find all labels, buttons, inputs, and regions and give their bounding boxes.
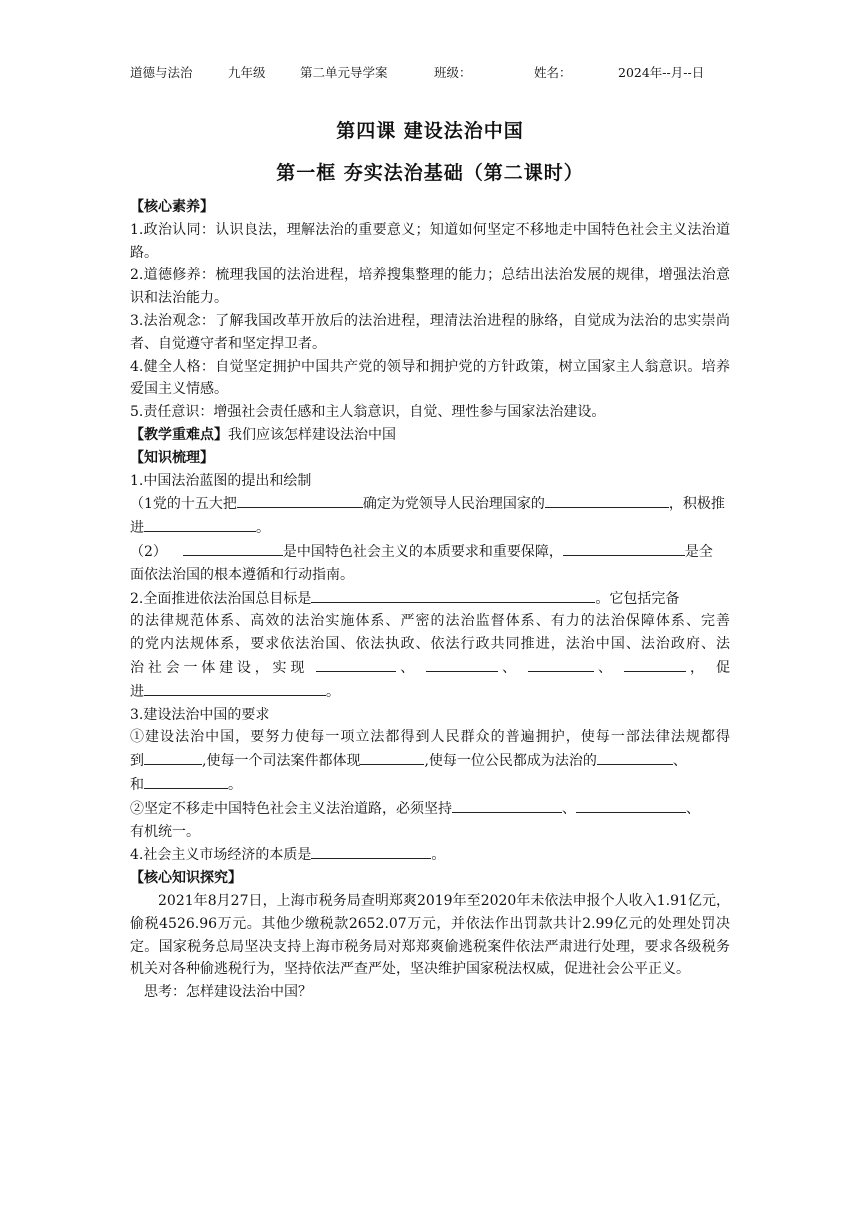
- text-fragment: ，: [686, 659, 708, 676]
- text-fragment: 、: [672, 753, 687, 770]
- knowledge-q2-l1: [130, 587, 730, 611]
- header-class-label: 班级：: [434, 65, 472, 80]
- knowledge-q3-b-cont: 有机统一。: [130, 823, 200, 840]
- core-literacy-item: 4.健全人格：自觉坚定拥护中国共产党的领导和拥护党的方针政策，树立国家主人翁意识。培养爱国主义情感。: [130, 358, 730, 398]
- text-fragment: ,使每一位公民都成为法治的: [424, 753, 597, 770]
- text-fragment: 、: [396, 659, 419, 676]
- key-difficulty: [130, 424, 730, 447]
- text-fragment: 。: [326, 683, 340, 700]
- knowledge-q1-b: [130, 540, 730, 564]
- fill-blank[interactable]: [545, 492, 669, 508]
- text-fragment: 和: [130, 776, 144, 793]
- text-fragment: ，积极推: [668, 496, 725, 513]
- text-fragment: 。它包括完备: [595, 590, 680, 607]
- fill-blank[interactable]: [237, 492, 363, 508]
- knowledge-q1-a-cont: [130, 516, 730, 540]
- knowledge-q1-a: [130, 492, 730, 516]
- text-fragment: 到: [130, 753, 144, 770]
- core-literacy-item: 1.政治认同：认识良法，理解法治的重要意义；知道如何坚定不移地走中国特色社会主义法治道路。: [130, 221, 730, 261]
- text-fragment: 。: [228, 776, 242, 793]
- text-fragment: ②坚定不移走中国特色社会主义法治道路，必须坚持: [130, 800, 452, 817]
- text-fragment: 、: [562, 800, 576, 817]
- text-fragment: 治社会一体建设，实现: [130, 659, 309, 676]
- text-fragment: 进: [130, 520, 144, 537]
- fill-blank[interactable]: [144, 680, 326, 696]
- inquiry-heading: 【核心知识探究】: [130, 870, 242, 887]
- knowledge-heading: 【知识梳理】: [130, 449, 214, 466]
- section-title: 第一框 夯实法治基础（第二课时）: [276, 162, 584, 184]
- text-fragment: 2.全面推进依法治国总目标是: [130, 590, 312, 607]
- text-fragment: （2）: [130, 543, 167, 560]
- fill-blank[interactable]: [183, 540, 283, 556]
- text-fragment: 促: [716, 659, 731, 676]
- fill-blank[interactable]: [624, 656, 686, 672]
- knowledge-q2-l3: 的党内法规体系，要求依法治国、依法执政、依法行政共同推进，法治中国、法治政府、法: [130, 636, 730, 653]
- text-fragment: 确定为党领导人民治理国家的: [362, 496, 545, 513]
- text-fragment: 进: [130, 683, 144, 700]
- fill-blank[interactable]: [563, 540, 685, 556]
- header-unit: 第二单元导学案: [300, 65, 388, 80]
- knowledge-q2-l5: [130, 680, 730, 704]
- fill-blank[interactable]: [452, 797, 562, 813]
- text-fragment: （1党的十五大把: [130, 496, 237, 513]
- key-difficulty-heading: 【教学重难点】: [130, 426, 228, 443]
- text-fragment: 是中国特色社会主义的本质要求和重要保障，: [282, 543, 563, 560]
- fill-blank[interactable]: [426, 656, 498, 672]
- header-name-label: 姓名：: [534, 65, 572, 80]
- fill-blank[interactable]: [528, 656, 594, 672]
- fill-blank[interactable]: [311, 843, 431, 859]
- knowledge-q2-l4: [130, 656, 730, 680]
- core-literacy-item: 2.道德修养：梳理我国的法治进程，培养搜集整理的能力；总结出法治发展的规律，增强法治意识和法治能力。: [130, 267, 730, 307]
- fill-blank[interactable]: [311, 587, 595, 603]
- inquiry-paragraph: 2021年8月27日，上海市税务局查明郑爽2019年至2020年未依法申报个人收入1.91亿元，偷税4526.96万元。其他少缴税款2652.07万元，并依法作出罚款共计2.99亿元的处理处罚决定。国家税务总局坚决支持上海市税务局对郑郑爽偷逃税案件依法严肃进行处理，要求各级税务机关对各种偷逃税行为，坚持依法严查严处，坚决维护国家税法权威，促进社会公平正义。: [130, 892, 730, 978]
- fill-blank[interactable]: [597, 749, 673, 765]
- fill-blank[interactable]: [144, 516, 256, 532]
- text-fragment: ,使每一个司法案件都体现: [202, 753, 361, 770]
- worksheet-content: [130, 196, 730, 1004]
- knowledge-q3-a-l2: [130, 749, 730, 773]
- text-fragment: 4.社会主义市场经济的本质是: [130, 847, 312, 864]
- inquiry-question: 思考：怎样建设法治中国？: [144, 984, 312, 1001]
- fill-blank[interactable]: [144, 773, 228, 789]
- fill-blank[interactable]: [316, 656, 396, 672]
- header-grade: 九年级: [228, 65, 266, 80]
- fill-blank[interactable]: [360, 749, 424, 765]
- text-fragment: 、: [594, 659, 616, 676]
- fill-blank[interactable]: [576, 797, 686, 813]
- text-fragment: 是全: [684, 543, 713, 560]
- core-literacy-heading: 【核心素养】: [130, 199, 214, 215]
- text-fragment: 、: [498, 659, 520, 676]
- lesson-title: 第四课 建设法治中国: [336, 120, 524, 142]
- text-fragment: 。: [256, 520, 270, 537]
- header-subject: 道德与法治: [130, 65, 193, 80]
- fill-blank[interactable]: [144, 749, 202, 765]
- header-date: 2024年--月--日: [618, 65, 705, 80]
- knowledge-q3-a-l1: ①建设法治中国，要努力使每一项立法都得到人民群众的普遍拥护，使每一部法律法规都得: [130, 729, 730, 746]
- core-literacy-item: 3.法治观念：了解我国改革开放后的法治进程，理清法治进程的脉络，自觉成为法治的忠实崇尚者、自觉遵守者和坚定捍卫者。: [130, 312, 730, 352]
- knowledge-q4: [130, 843, 730, 867]
- knowledge-q3-b: [130, 797, 730, 821]
- knowledge-q1-title: 1.中国法治蓝图的提出和绘制: [130, 472, 312, 489]
- text-fragment: 、: [686, 800, 700, 817]
- key-difficulty-text: 我们应该怎样建设法治中国: [228, 426, 396, 443]
- knowledge-q3-title: 3.建设法治中国的要求: [130, 706, 270, 723]
- knowledge-q1-b-cont: 面依法治国的根本遵循和行动指南。: [130, 566, 354, 583]
- text-fragment: 。: [431, 847, 446, 864]
- knowledge-q2-l2: 的法律规范体系、高效的法治实施体系、严密的法治监督体系、有力的法治保障体系、完善: [130, 613, 730, 630]
- core-literacy-item: 5.责任意识：增强社会责任感和主人翁意识，自觉、理性参与国家法治建设。: [130, 404, 606, 421]
- knowledge-q3-a-l3: [130, 773, 730, 797]
